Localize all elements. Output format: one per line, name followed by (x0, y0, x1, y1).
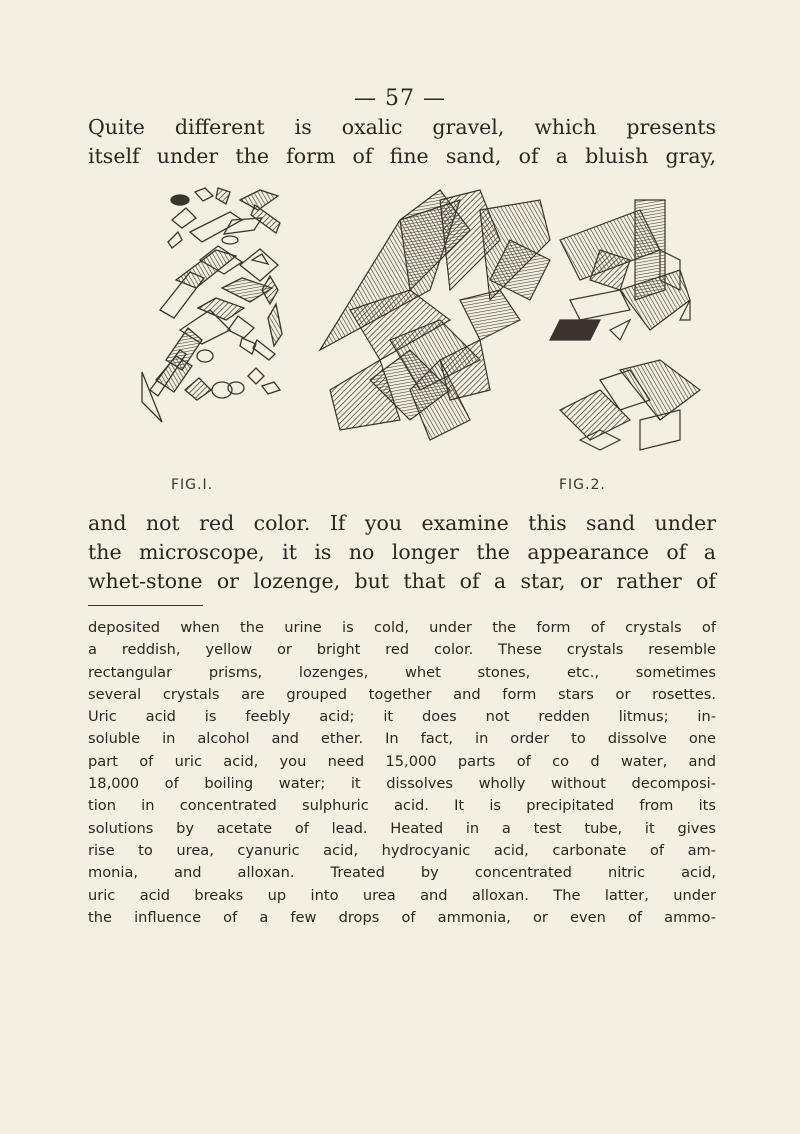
footnote-line: rise to urea, cyanuric acid, hydrocyanic acid, carbonate of am- (88, 841, 716, 859)
text-line: Quite different is oxalic gravel, which presents (88, 115, 716, 139)
page-number: — 57 — (354, 86, 446, 111)
paragraph-middle (88, 509, 716, 596)
crystal-figures (0, 180, 800, 500)
text-line: whet-stone or lozenge, but that of a star, or rather of (88, 569, 716, 593)
footnote-line: tion in concentrated sulphuric acid. It is precipitated from its (88, 797, 716, 815)
footnote-line: a reddish, yellow or bright red color. These crystals resemble (88, 641, 716, 659)
text-line: and not red color. If you examine this sand under (88, 511, 716, 535)
footnote-line: soluble in alcohol and ether. In fact, in order to dissolve one (88, 730, 716, 748)
footnote-line: uric acid breaks up into urea and alloxan. The latter, under (88, 886, 716, 904)
text-line: the microscope, it is no longer the appearance of a (88, 540, 716, 564)
footnote-line: the influence of a few drops of ammonia, or even of ammo- (88, 908, 716, 926)
footnote-line: Uric acid is feebly acid; it does not redden litmus; in- (88, 708, 716, 726)
footnote-rule (88, 605, 203, 606)
text-line: itself under the form of fine sand, of a bluish gray, (88, 144, 716, 168)
paragraph-top (88, 113, 716, 171)
footnote (88, 617, 716, 929)
figure-2-caption: FIG.2. (559, 477, 606, 493)
figure-1-crystals (142, 188, 282, 422)
footnote-line: solutions by acetate of lead. Heated in a test tube, it gives (88, 819, 716, 837)
footnote-line: monia, and alloxan. Treated by concentrated nitric acid, (88, 864, 716, 882)
figure-2-crystals (320, 190, 700, 450)
figure-1-caption: FIG.I. (171, 477, 214, 493)
footnote-line: several crystals are grouped together and form stars or rosettes. (88, 685, 716, 703)
footnote-line: part of uric acid, you need 15,000 parts of co d water, and (88, 752, 716, 770)
footnote-line: 18,000 of boiling water; it dissolves wholly without decomposi- (88, 775, 716, 793)
footnote-line: rectangular prisms, lozenges, whet stones, etc., sometimes (88, 663, 716, 681)
footnote-line: deposited when the urine is cold, under the form of crystals of (88, 619, 716, 636)
